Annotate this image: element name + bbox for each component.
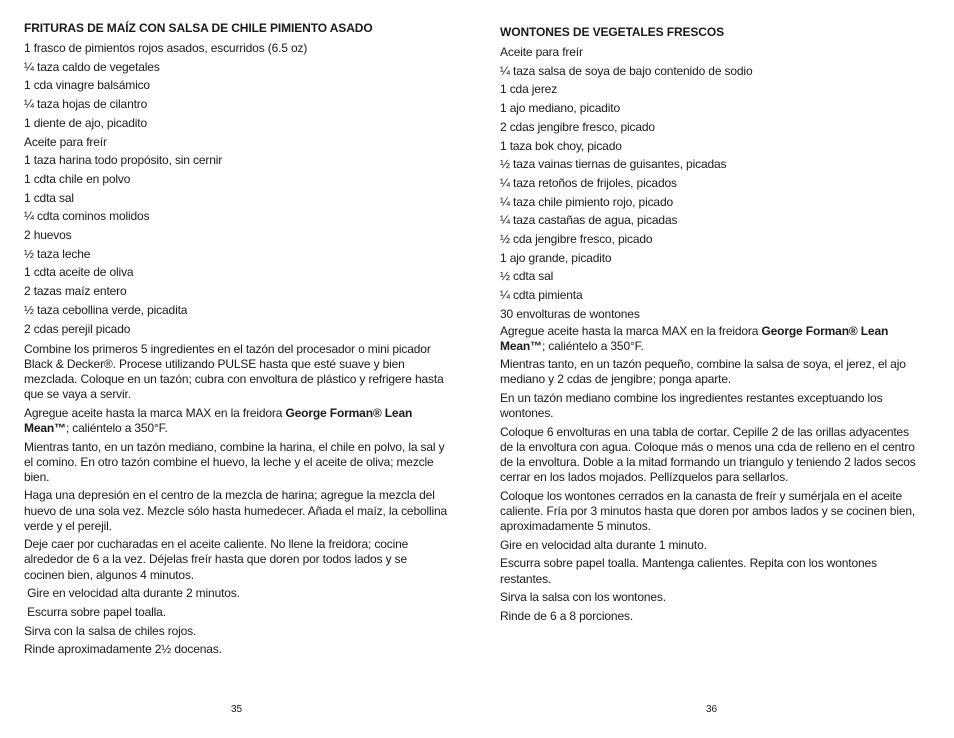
ingredient-item: ¼ taza salsa de soya de bajo contenido de sodio (500, 63, 753, 78)
instruction-step: Mientras tanto, en un tazón pequeño, combine la salsa de soya, el jerez, el ajo mediano y 2 cdas de jengibre; ponga aparte. (500, 357, 906, 387)
instruction-step: Rinde de 6 a 8 porciones. (500, 608, 634, 623)
ingredient-item: ¼ taza caldo de vegetales (24, 59, 160, 74)
ingredient-item: Aceite para freír (500, 45, 583, 59)
instruction-step: Sirva con la salsa de chiles rojos. (24, 623, 197, 638)
recipe-title: FRITURAS DE MAÍZ CON SALSA DE CHILE PIMIENTO ASADO (24, 21, 373, 35)
ingredient-item: ¼ cdta pimienta (500, 288, 583, 303)
ingredient-item: 2 huevos (24, 228, 72, 243)
ingredient-item: 1 ajo grande, picadito (500, 250, 612, 265)
ingredient-item: ½ taza cebollina verde, picadita (24, 302, 188, 317)
recipe-title: WONTONES DE VEGETALES FRESCOS (500, 25, 725, 39)
ingredient-item: ¼ taza hojas de cilantro (24, 97, 148, 112)
instruction-step: Mientras tanto, en un tazón mediano, combine la harina, el chile en polvo, la sal y el comino. En otro tazón combine el huevo, la leche y el aceite de oliva; mezcle bien. (24, 439, 445, 484)
instruction-step: Deje caer por cucharadas en el aceite caliente. No llene la freidora; cocine alrededor de 6 a la vez. Déjelas freír hasta que doren por todos lados y se cocinen bien, algunos 4 minutos. (24, 537, 409, 582)
ingredient-item: ½ cdta sal (500, 269, 554, 284)
brand-name: George Forman® Lean Mean™ (500, 323, 889, 353)
instruction-step: Gire en velocidad alta durante 1 minuto. (500, 537, 707, 552)
page-number: 36 (706, 704, 718, 715)
instruction-step: Coloque los wontones cerrados en la canasta de freír y sumérjala en el aceite caliente. Fría por 3 minutos hasta que doren por ambos lados y se cocinen bien, aproximadamente 5 minutos. (500, 488, 916, 534)
ingredient-item: 30 envolturas de wontones (500, 306, 640, 321)
ingredient-item: ¼ taza chile pimiento rojo, picado (500, 194, 674, 209)
instruction-step: En un tazón mediano combine los ingredientes restantes exceptuando los wontones. (500, 391, 883, 421)
instruction-step (500, 324, 924, 354)
ingredient-item: ½ cda jengibre fresco, picado (500, 232, 653, 247)
ingredient-item: 1 cdta sal (24, 190, 74, 205)
step-text: ; caliéntelo a 350°F. (541, 338, 644, 353)
ingredient-item: Aceite para freír (24, 134, 107, 149)
step-text: Agregue aceite hasta la marca MAX en la freidora (500, 323, 762, 338)
instruction-list (24, 342, 448, 658)
ingredient-item: 1 cdta chile en polvo (24, 171, 131, 186)
right-page (500, 20, 924, 624)
instruction-step: Gire en velocidad alta durante 2 minutos. (24, 586, 240, 601)
instruction-step: Sirva la salsa con los wontones. (500, 590, 666, 605)
instruction-step (24, 406, 448, 436)
ingredient-item: ½ taza leche (24, 246, 91, 261)
ingredient-item: 2 cdas jengibre fresco, picado (500, 119, 655, 134)
ingredient-list (500, 43, 924, 324)
instruction-step: Combine los primeros 5 ingredientes en el tazón del procesador o mini picador Black & Decker®. Procese utilizando PULSE hasta que esté suave y bien mezclada. Coloque en un tazón; cubra con envoltura de plástico y refrigere hasta que se vaya a servir. (24, 341, 444, 402)
ingredient-item: 1 taza bok choy, picado (500, 138, 622, 153)
instruction-step: Haga una depresión en el centro de la mezcla de harina; agregue la mezcla del huevo de una sola vez. Mezcle sólo hasta humedecer. Añada el maíz, la cebollina verde y el perejil. (24, 488, 448, 533)
ingredient-item: ¼ taza castañas de agua, picadas (500, 213, 678, 228)
ingredient-item: 1 cdta aceite de oliva (24, 265, 134, 280)
ingredient-item: ½ taza vainas tiernas de guisantes, picadas (500, 157, 727, 172)
instruction-step: Rinde aproximadamente 2½ docenas. (24, 642, 222, 657)
ingredient-item: 1 ajo mediano, picadito (500, 101, 620, 116)
ingredient-item: ¼ cdta cominos molidos (24, 209, 150, 224)
ingredient-list (24, 39, 448, 338)
ingredient-item: 1 taza harina todo propósito, sin cernir (24, 153, 223, 168)
brand-name: George Forman® Lean Mean™ (24, 405, 413, 435)
ingredient-item: 1 frasco de pimientos rojos asados, escurridos (6.5 oz) (24, 41, 308, 55)
ingredient-item: ¼ taza retoños de frijoles, picados (500, 175, 677, 190)
ingredient-item: 2 tazas maíz entero (24, 284, 127, 299)
left-page (24, 20, 448, 657)
ingredient-item: 1 cda vinagre balsámico (24, 78, 150, 93)
instruction-step: Escurra sobre papel toalla. (24, 604, 166, 619)
ingredient-item: 1 cda jerez (500, 82, 558, 97)
instruction-step: Escurra sobre papel toalla. Mantenga calientes. Repita con los wontones restantes. (500, 556, 877, 586)
ingredient-item: 2 cdas perejil picado (24, 321, 131, 336)
instruction-step: Coloque 6 envolturas en una tabla de cortar. Cepille 2 de las orillas adyacentes de la envoltura con agua. Coloque más o menos una cda de relleno en el centro de la envoltura. Doble a la mitad formando un triangulo y teniendo 2 lados secos cerrar en los lados mojados. Pellízquelos para sellarlos. (500, 424, 916, 485)
ingredient-item: 1 diente de ajo, picadito (24, 115, 148, 130)
step-text: Agregue aceite hasta la marca MAX en la freidora (24, 405, 286, 420)
instruction-list (500, 324, 924, 624)
page-number: 35 (231, 704, 243, 715)
step-text: ; caliéntelo a 350°F. (65, 420, 168, 435)
